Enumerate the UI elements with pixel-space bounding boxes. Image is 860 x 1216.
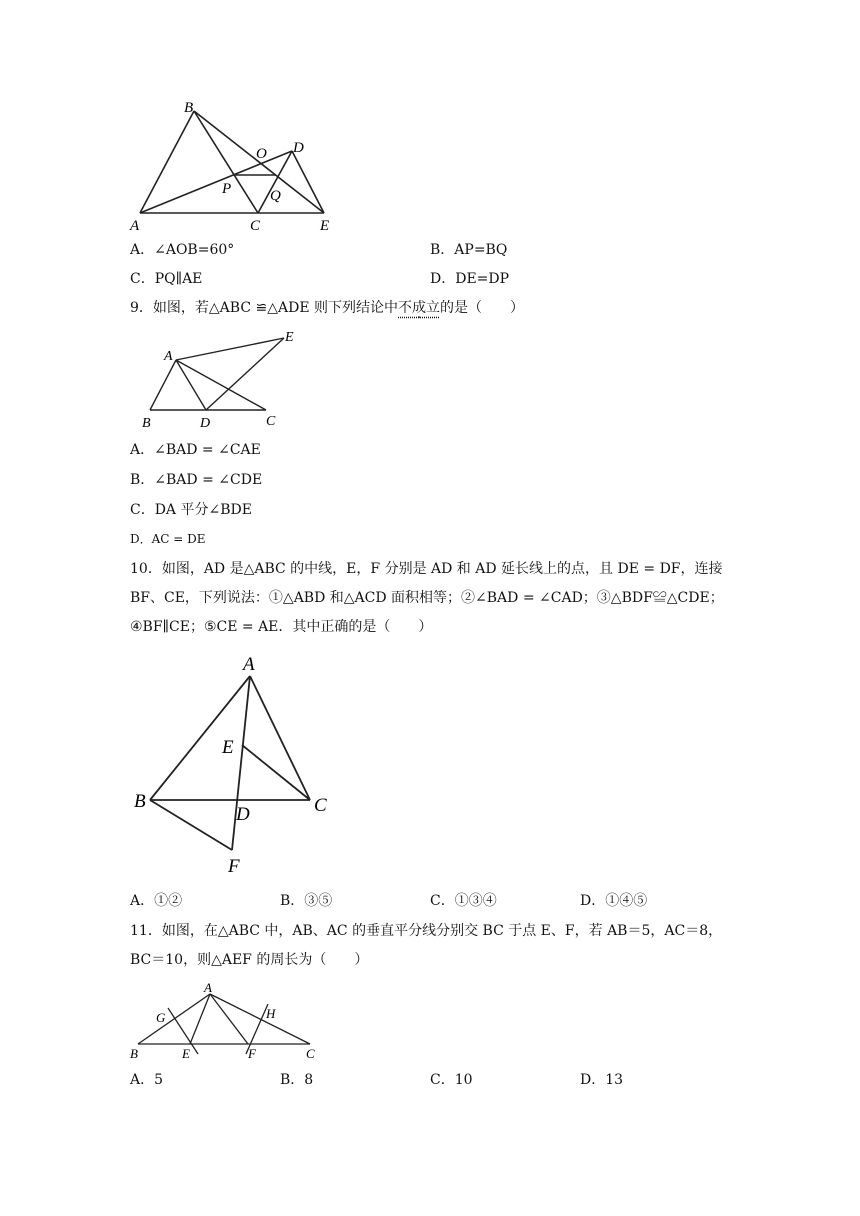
q11-option-a: A．5 [130,1072,164,1088]
q10-label-E: E [222,737,234,758]
q9-option-b: B．∠BAD = ∠CDE [130,472,263,488]
q11-label-H: H [266,1006,276,1021]
q9-label-D: D [200,416,211,431]
q10-stem-line1: 10．如图，AD 是△ABC 的中线，E，F 分别是 AD 和 AD 延长线上的点，且 DE = DF，连接 [130,561,723,577]
q9-label-A: A [164,349,173,364]
q10-figure [128,648,338,880]
q11-stem-line1: 11．如图，在△ABC 中，AB、AC 的垂直平分线分别交 BC 于点 E、F，若 AB＝5，AC＝8， [130,923,723,939]
q10-stem-line2: BF、CE，下列说法：①△ABD 和△ACD 面积相等；②∠BAD = ∠CAD；③△BDF≌△CDE； [130,590,724,606]
q10-option-a: A．①② [130,893,183,909]
q11-label-G: G [156,1010,166,1025]
q9-stem-suffix: 的是（ ） [440,300,524,316]
q9-figure [136,326,306,432]
q9-stem [130,299,524,317]
q11-label-B: B [130,1046,138,1061]
q8-option-c: C．PQ∥AE [130,271,203,287]
q10-label-D: D [236,804,250,825]
q8-label-E: E [320,218,330,234]
q11-label-C: C [306,1046,315,1061]
q11-option-b: B．8 [280,1072,314,1088]
q9-option-a: A．∠BAD = ∠CAE [130,442,261,458]
q10-label-C: C [314,795,327,816]
q8-label-Q: Q [270,188,281,204]
q9-option-c: C．DA 平分∠BDE [130,502,252,518]
q11-label-E: E [182,1046,190,1061]
q8-label-D: D [293,140,304,156]
q8-label-A: A [130,218,140,234]
q9-label-C: C [266,414,276,429]
q11-option-c: C．10 [430,1072,473,1088]
q11-option-d: D．13 [580,1072,624,1088]
q9-label-E: E [285,330,294,345]
q10-stem-line3: ④BF∥CE；⑤CE = AE．其中正确的是（ ） [130,619,433,635]
q9-stem-emphasis: 不成立 [398,300,440,316]
q8-label-C: C [250,218,261,234]
q11-figure [128,978,328,1064]
q10-option-b: B．③⑤ [280,893,333,909]
q8-option-a: A．∠AOB=60° [130,242,235,258]
q8-label-O: O [256,146,267,162]
q8-option-d: D．DE=DP [430,271,510,287]
q8-figure [128,96,338,236]
q9-stem-prefix: 9．如图，若△ABC ≌△ADE 则下列结论中 [130,300,398,316]
q10-option-d: D．①④⑤ [580,893,648,909]
q10-label-F: F [228,856,240,877]
q9-label-B: B [142,416,151,431]
q8-label-P: P [222,181,232,197]
q10-option-c: C．①③④ [430,893,497,909]
q11-label-F: F [248,1046,256,1061]
q11-stem-line2: BC＝10，则△AEF 的周长为（ ） [130,952,369,968]
q8-option-b: B．AP=BQ [430,242,508,258]
q9-option-d: D．AC = DE [130,532,206,546]
q10-label-A: A [243,654,255,675]
q11-label-A: A [204,980,212,995]
q8-label-B: B [184,100,194,116]
q10-label-B: B [134,791,146,812]
